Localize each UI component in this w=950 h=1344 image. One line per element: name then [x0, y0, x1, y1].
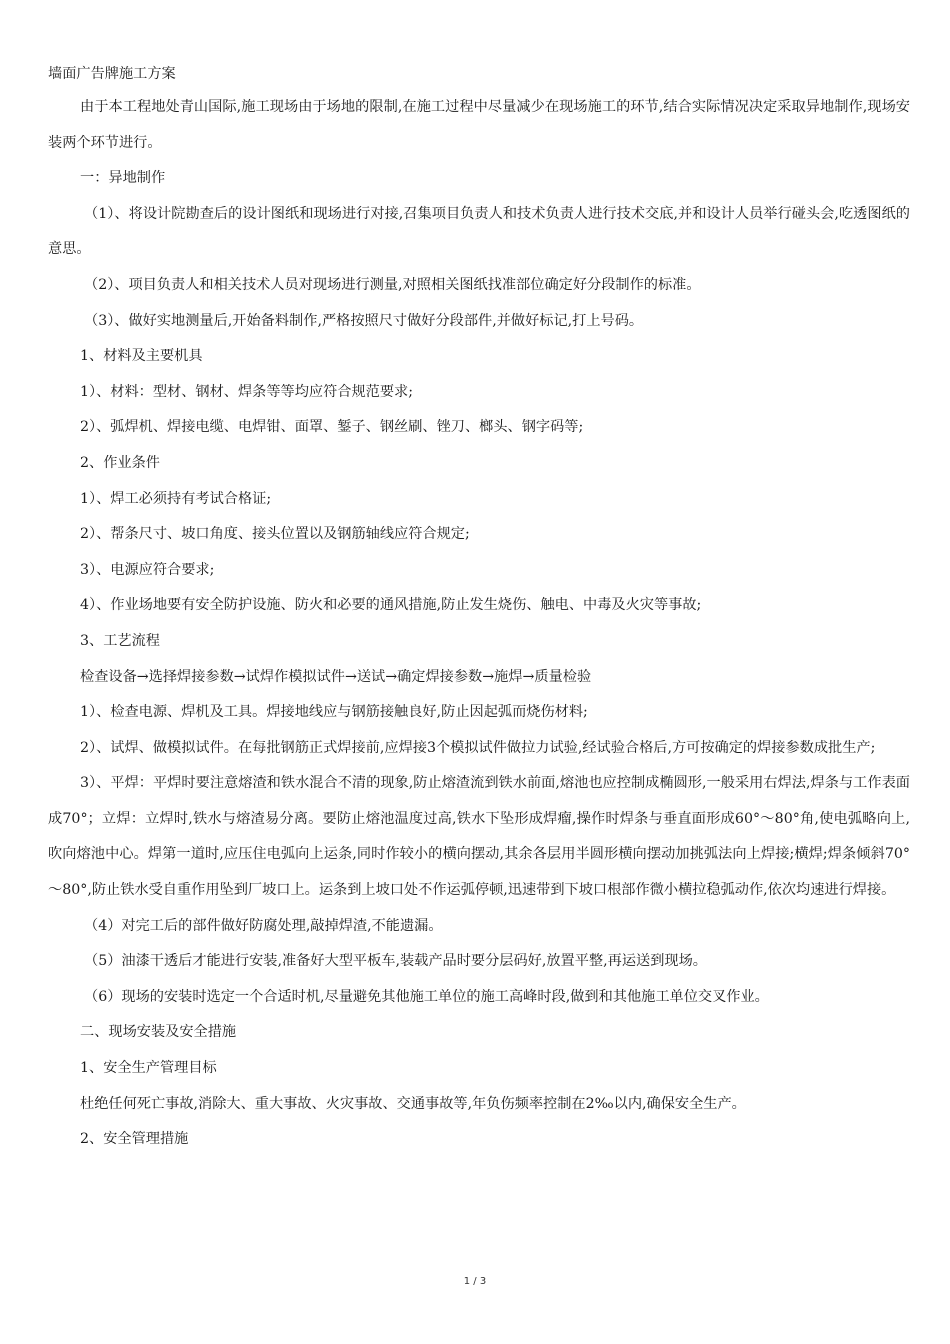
- section-heading-installation-safety: 二、现场安装及安全措施: [80, 1024, 237, 1041]
- list-item-conditions-1: 1）、焊工必须持有考试合格证;: [80, 490, 272, 507]
- document-title: 墙面广告牌施工方案: [48, 66, 176, 82]
- page-number: 1 / 3: [463, 1276, 487, 1287]
- document-body: [48, 60, 910, 1158]
- paragraph-step-5: （5）油漆干透后才能进行安装,准备好大型平板车,装载产品时要分层码好,放置平整,再运送到现场。: [84, 953, 707, 970]
- subheading-safety-measures: 2、安全管理措施: [80, 1131, 189, 1148]
- list-item-conditions-4: 4）、作业场地要有安全防护设施、防火和必要的通风措施,防止发生烧伤、触电、中毒及火灾等事故;: [80, 597, 702, 614]
- paragraph-step-1: （1）、将设计院勘查后的设计图纸和现场进行对接,召集项目负责人和技术负责人进行技术交底,并和设计人员举行碰头会,吃透图纸的意思。: [48, 205, 910, 258]
- paragraph-step-3: （3）、做好实地测量后,开始备料制作,严格按照尺寸做好分段部件,并做好标记,打上号码。: [84, 312, 644, 329]
- list-item-materials-2: 2）、弧焊机、焊接电缆、电焊钳、面罩、錾子、钢丝刷、锉刀、榔头、钢字码等;: [80, 419, 584, 436]
- subheading-safety-goals: 1、安全生产管理目标: [80, 1060, 217, 1077]
- paragraph-intro: 由于本工程地处青山国际,施工现场由于场地的限制,在施工过程中尽量减少在现场施工的环节,结合实际情况决定采取异地制作,现场安装两个环节进行。: [48, 99, 910, 151]
- list-item-conditions-3: 3）、电源应符合要求;: [80, 561, 215, 578]
- subheading-process-flow: 3、工艺流程: [80, 632, 160, 649]
- list-item-materials-1: 1）、材料：型材、钢材、焊条等等均应符合规范要求;: [80, 383, 414, 400]
- list-item-process-1: 1）、检查电源、焊机及工具。焊接地线应与钢筋接触良好,防止因起弧而烧伤材料;: [80, 704, 588, 721]
- paragraph-safety-goals: 杜绝任何死亡事故,消除大、重大事故、火灾事故、交通事故等,年负伤频率控制在2‰以内,确保安全生产。: [80, 1095, 746, 1112]
- list-item-process-2: 2）、试焊、做模拟试件。在每批钢筋正式焊接前,应焊接3个模拟试件做拉力试验,经试验合格后,方可按确定的焊接参数成批生产;: [80, 739, 876, 756]
- subheading-materials: 1、材料及主要机具: [80, 348, 203, 365]
- list-item-conditions-2: 2）、帮条尺寸、坡口角度、接头位置以及钢筋轴线应符合规定;: [80, 526, 470, 543]
- list-item-process-3: 3）、平焊：平焊时要注意熔渣和铁水混合不清的现象,防止熔渣流到铁水前面,熔池也应控制成椭圆形,一般采用右焊法,焊条与工作表面成70°；立焊：立焊时,铁水与熔渣易分离。要防止熔池温度过高,铁水下坠形成焊瘤,操作时焊条与垂直面形成60°～80°角,使电弧略向上,吹向熔池中心。焊第一道时,应压住电弧向上运条,同时作较小的横向摆动,其余各层用半圆形横向摆动加挑弧法向上焊接;横焊;焊条倾斜70°～80°,防止铁水受自重作用坠到厂坡口上。运条到上坡口处不作运弧停顿,迅速带到下坡口根部作微小横拉稳弧动作,依次均速进行焊接。: [48, 775, 910, 899]
- paragraph-step-6: （6）现场的安装时选定一个合适时机,尽量避免其他施工单位的施工高峰时段,做到和其他施工单位交叉作业。: [84, 988, 769, 1005]
- subheading-work-conditions: 2、作业条件: [80, 454, 160, 471]
- paragraph-step-2: （2）、项目负责人和相关技术人员对现场进行测量,对照相关图纸找准部位确定好分段制作的标准。: [84, 276, 701, 293]
- section-heading-offsite-fabrication: 一：异地制作: [80, 170, 166, 187]
- paragraph-step-4: （4）对完工后的部件做好防腐处理,敲掉焊渣,不能遗漏。: [84, 917, 443, 934]
- process-flow-sequence: 检查设备→选择焊接参数→试焊作模拟试件→送试→确定焊接参数→施焊→质量检验: [80, 668, 592, 685]
